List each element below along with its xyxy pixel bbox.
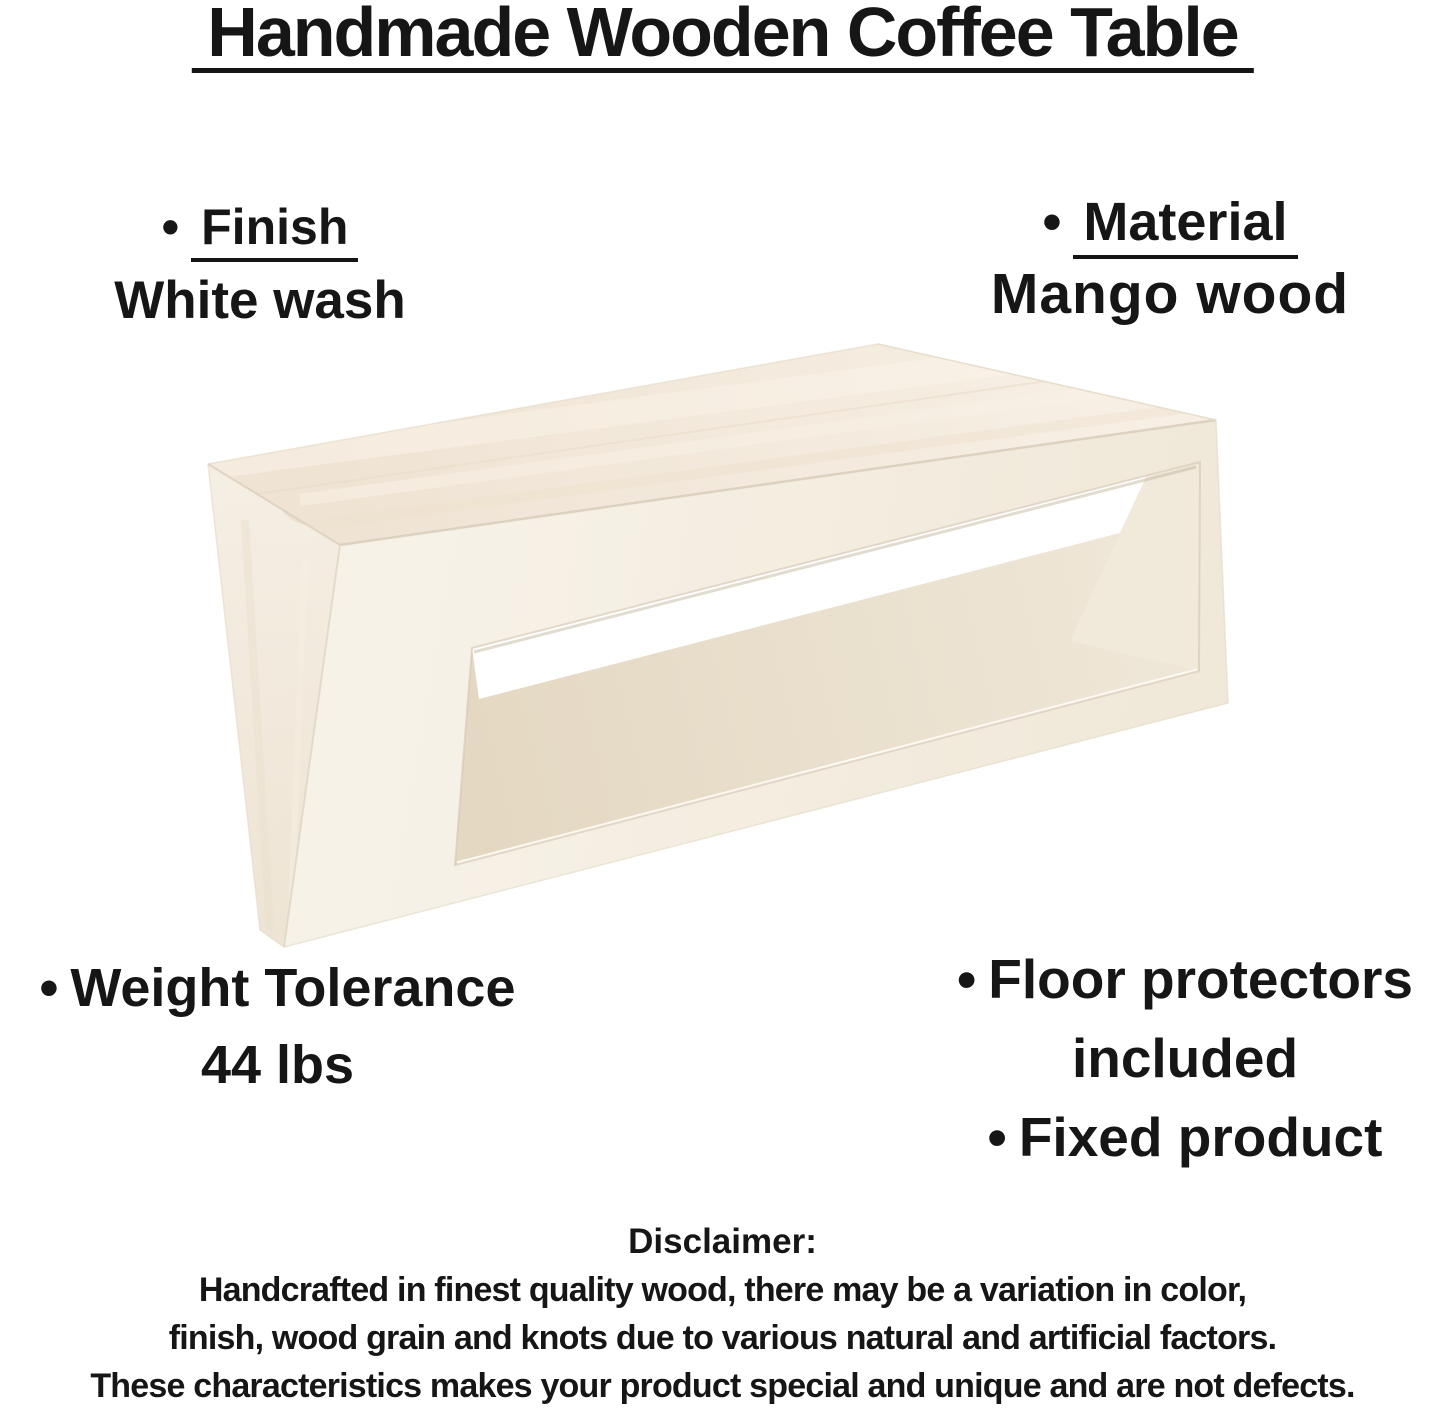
feature-fixed-product-text: Fixed product [1018,1106,1383,1168]
disclaimer-line-3: These characteristics makes your product special and unique and are not defects. [90,1367,1355,1405]
weight-value: 44 lbs [200,1035,355,1095]
finish-heading [75,198,445,256]
feature-floor-protectors [925,940,1445,1019]
bullet-icon: • [987,1106,1007,1168]
feature-included: included [1071,1027,1299,1089]
features-section [925,940,1445,1177]
feature-fixed-product [925,1098,1445,1177]
page-title [191,0,1253,73]
disclaimer-line-1: Handcrafted in finest quality wood, there may be a variation in color, [198,1271,1247,1309]
bullet-icon: • [39,958,59,1018]
weight-label: Weight Tolerance [70,958,516,1018]
bullet-icon: • [956,948,977,1010]
feature-floor-protectors-text: Floor protectors [988,948,1413,1010]
weight-heading [0,950,555,1027]
material-heading [950,192,1390,252]
disclaimer-section [0,1218,1445,1410]
bullet-icon: • [161,199,180,255]
disclaimer-heading: Disclaimer: [628,1222,817,1261]
finish-label: Finish [191,199,358,262]
weight-section [0,950,555,1104]
material-value: Mango wood [990,262,1350,326]
material-label: Material [1073,192,1297,259]
material-section [950,192,1390,324]
finish-value: White wash [114,271,406,330]
disclaimer-line-2: finish, wood grain and knots due to various natural and artificial factors. [168,1319,1277,1357]
finish-section [75,198,445,330]
bullet-icon: • [1042,192,1062,252]
page-title-text: Handmade Wooden Coffee Table [207,0,1238,71]
